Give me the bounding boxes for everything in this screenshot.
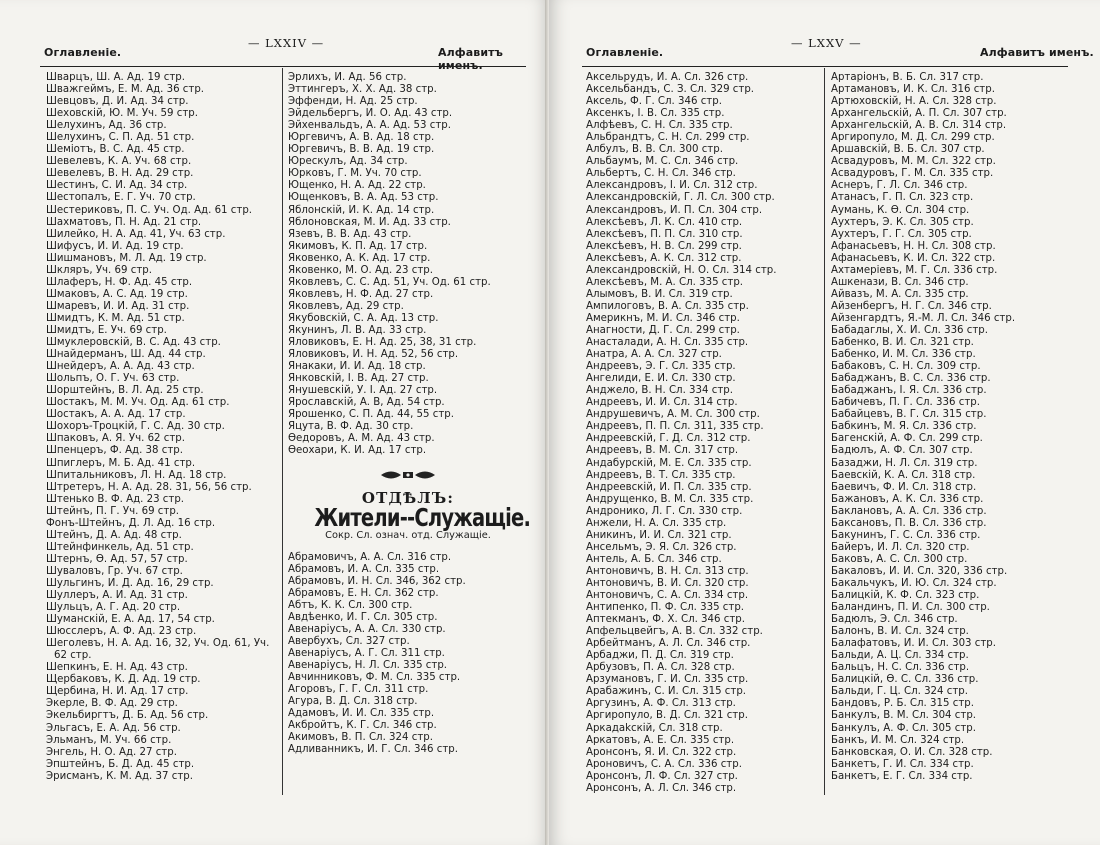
index-entry: Аксель, Ф. Г. Сл. 346 стр. [586, 96, 722, 108]
index-entry: Яковенко, А. К. Ад. 17 стр. [288, 252, 431, 264]
index-entry: Антель, А. Б. Сл. 346 стр. [586, 553, 722, 565]
right-header-title: Оглавленіе. [586, 46, 664, 59]
index-entry: Балицкій, Ѳ. С. Сл. 336 стр. [831, 674, 979, 686]
index-entry: Антипенко, П. Ф. Сл. 335 стр. [586, 602, 745, 614]
index-entry: Шнейдеръ, А. А. Ад. 43 стр. [46, 361, 195, 373]
name-list-top [288, 72, 528, 458]
index-entry: Авенаріусъ, А. Г. Сл. 311 стр. [288, 648, 445, 660]
index-entry: Анагности, Д. Г. Сл. 299 стр. [586, 324, 740, 336]
index-entry: Эффенди, Н. Ад. 25 стр. [288, 96, 418, 108]
index-entry: Шишмановъ, М. Л. Ад. 19 стр. [46, 252, 207, 264]
index-entry: Штейнфинкель, Ад. 51 стр. [46, 541, 194, 553]
index-entry: Балафатовъ, И. И. Сл. 303 стр. [831, 638, 997, 650]
index-entry: Ющенко, Н. А. Ад. 22 стр. [288, 180, 426, 192]
index-entry: Бабадаглы, Х. И. Сл. 336 стр. [831, 324, 989, 336]
index-entry: Яковлевъ, Н. Ф. Ад. 27 стр. [288, 288, 434, 300]
index-entry: Юрковъ, Г. М. Уч. 70 стр. [288, 168, 422, 180]
index-entry: Якимовъ, К. П. Ад. 17 стр. [288, 240, 428, 252]
index-entry: Анджело, В. Н. Сл. 334 стр. [586, 385, 733, 397]
index-entry: Шмаревъ, И. И. Ад. 31 стр. [46, 300, 190, 312]
index-entry: Шевцовъ, Д. И. Ад. 34 стр. [46, 96, 189, 108]
index-entry: Ярошенко, С. П. Ад. 44, 55 стр. [288, 409, 454, 421]
index-entry: Шмаковъ, А. С. Ад. 19 стр. [46, 288, 188, 300]
index-entry: Яковлевъ, Ад. 29 стр. [288, 300, 404, 312]
index-entry: Бабенко, В. И. Сл. 321 стр. [831, 337, 974, 349]
index-entry: Яцута, В. Ф. Ад. 30 стр. [288, 421, 414, 433]
index-entry: Шмуклеровскій, В. С. Ад. 43 стр. [46, 337, 221, 349]
index-entry: Андреевъ, П. П. Сл. 311, 335 стр. [586, 421, 764, 433]
ornament [288, 468, 528, 486]
index-entry: Александровскій, Н. О. Сл. 314 стр. [586, 264, 777, 276]
index-entry: Ѳедоровъ, А. М. Ад. 43 стр. [288, 433, 435, 445]
index-entry: Шпитальниковъ, Л. Н. Ад. 18 стр. [46, 469, 227, 481]
left-page-number: — LXXIV — [248, 36, 325, 50]
left-header-title: Оглавленіе. [44, 46, 122, 59]
index-entry: Архангельскій, А. П. Сл. 307 стр. [831, 108, 1007, 120]
index-entry: Шульцъ, А. Г. Ад. 20 стр. [46, 602, 181, 614]
index-entry: Ангелиди, Е. И. Сл. 330 стр. [586, 373, 736, 385]
index-entry: Эльманъ, М. Уч. 66 стр. [46, 734, 172, 746]
index-entry: Бабкинъ, М. Я. Сл. 336 стр. [831, 421, 977, 433]
left-header-section: Алфавитъ именъ. [438, 46, 504, 72]
index-entry: Эльгасъ, Е. А. Ад. 56 стр. [46, 722, 181, 734]
index-entry: Ампилоговъ, В. А. Сл. 335 стр. [586, 300, 749, 312]
right-column-divider [824, 68, 825, 795]
index-entry: Атанасъ, Г. П. Сл. 323 стр. [831, 192, 974, 204]
index-entry: Афанасьевъ, К. И. Сл. 322 стр. [831, 252, 996, 264]
index-entry: Арзумановъ, Г. И. Сл. 335 стр. [586, 674, 749, 686]
index-entry: Аркатовъ, А. Е. Сл. 335 стр. [586, 734, 735, 746]
index-entry: Бабенко, И. М. Сл. 336 стр. [831, 349, 976, 361]
index-entry: Айзенбергъ, Н. Г. Сл. 346 стр. [831, 300, 992, 312]
index-entry: Баевскій, К. А. Сл. 318 стр. [831, 469, 976, 481]
index-entry: Аксельрудъ, И. А. Сл. 326 стр. [586, 72, 749, 83]
index-entry: Аронсонъ, Л. Ф. Сл. 327 стр. [586, 770, 738, 782]
index-entry: Бальди, А. Ц. Сл. 334 стр. [831, 650, 969, 662]
index-entry: Энгель, Н. О. Ад. 27 стр. [46, 746, 177, 758]
index-entry: Антоновичъ, С. А. Сл. 334 стр. [586, 590, 749, 602]
index-entry: Бабаджанъ, I. Я. Сл. 336 стр. [831, 385, 987, 397]
index-entry: Банковская, О. И. Сл. 328 стр. [831, 746, 993, 758]
index-entry: Андабурскій, М. Е. Сл. 335 стр. [586, 457, 752, 469]
index-entry: Альбрандтъ, С. Н. Сл. 299 стр. [586, 132, 750, 144]
index-entry: Алымовъ, В. И. Сл. 319 стр. [586, 288, 733, 300]
index-entry: Архангельскій, А. В. Сл. 314 стр. [831, 120, 1007, 132]
index-entry: Штейнъ, П. Г. Уч. 69 стр. [46, 505, 180, 517]
index-entry: Асвадуровъ, М. М. Сл. 322 стр. [831, 156, 996, 168]
index-entry: Баклановъ, А. А. Сл. 336 стр. [831, 505, 987, 517]
index-entry: Шевелевъ, В. Н. Ад. 29 стр. [46, 168, 194, 180]
index-entry: Шуллеръ, А. И. Ад. 31 стр. [46, 590, 188, 602]
index-entry: Баландинъ, П. И. Сл. 300 стр. [831, 602, 990, 614]
index-entry: Аргиропуло, В. Д. Сл. 321 стр. [586, 710, 748, 722]
index-entry: Шлаферъ, Н. Ф. Ад. 45 стр. [46, 276, 193, 288]
index-entry: Яловиковъ, Е. Н. Ад. 25, 38, 31 стр. [288, 337, 477, 349]
index-entry: Бадюлъ, Э. Сл. 346 стр. [831, 614, 958, 626]
index-entry: Яковлевъ, С. С. Ад. 51, Уч. Од. 61 стр. [288, 276, 491, 288]
index-entry: Анатра, А. А. Сл. 327 стр. [586, 349, 722, 361]
index-entry: Банкетъ, Е. Г. Сл. 334 стр. [831, 770, 973, 782]
index-entry: Александровъ, I. И. Сл. 312 стр. [586, 180, 758, 192]
index-entry: Баевичъ, Ф. И. Сл. 318 стр. [831, 481, 977, 493]
index-entry: Асвадуровъ, Г. М. Сл. 335 стр. [831, 168, 994, 180]
index-entry: Шварцъ, Ш. А. Ад. 19 стр. [46, 72, 185, 83]
index-entry: Штейнъ, Д. А. Ад. 48 стр. [46, 529, 182, 541]
index-entry: Шульгинъ, И. Д. Ад. 16, 29 стр. [46, 577, 214, 589]
index-entry: Абрамовъ, И. А. Сл. 335 стр. [288, 563, 440, 575]
index-entry: Байеръ, И. Л. Сл. 320 стр. [831, 541, 970, 553]
index-entry: Базаджи, Н. Л. Сл. 319 стр. [831, 457, 978, 469]
index-entry: Ѳеохари, К. И. Ад. 17 стр. [288, 445, 427, 457]
index-entry: Янковскій, I. В. Ад. 27 стр. [288, 373, 429, 385]
index-entry: Шпиглеръ, М. Б. Ад. 41 стр. [46, 457, 196, 469]
index-entry: Аксельбандъ, С. З. Сл. 329 стр. [586, 84, 755, 96]
index-entry: Бакаловъ, И. И. Сл. 320, 336 стр. [831, 565, 1008, 577]
index-entry: Авчинниковъ, Ф. М. Сл. 335 стр. [288, 672, 461, 684]
index-entry: Балонъ, В. И. Сл. 324 стр. [831, 626, 969, 638]
right-header-rule [582, 66, 1068, 67]
index-entry: Багенскій, А. Ф. Сл. 299 стр. [831, 433, 983, 445]
index-entry: Александровъ, И. П. Сл. 304 стр. [586, 204, 763, 216]
index-entry: Адливанникъ, И. Г. Сл. 346 стр. [288, 744, 458, 756]
index-entry: Шпаковъ, А. Я. Уч. 62 стр. [46, 433, 186, 445]
index-entry: Шуманскій, Е. А. Ад. 17, 54 стр. [46, 614, 215, 626]
index-entry: Бальди, Г. Ц. Сл. 324 стр. [831, 686, 968, 698]
index-entry: Агоровъ, Г. Г. Сл. 311 стр. [288, 684, 429, 696]
right-column-2 [831, 72, 1015, 783]
index-entry: Алексѣевъ, П. П. Сл. 310 стр. [586, 228, 743, 240]
index-entry: Абрамовичъ, А. А. Сл. 316 стр. [288, 551, 452, 563]
right-page [549, 0, 1100, 845]
index-entry: Абтъ, К. К. Сл. 300 стр. [288, 599, 413, 611]
section-label: ОТДѢЛЪ: [361, 488, 455, 507]
index-entry: Ярославскій, А. В, Ад. 54 стр. [288, 397, 445, 409]
index-entry: Ансельмъ, Э. Я. Сл. 326 стр. [586, 541, 737, 553]
index-entry: Абрамовъ, Е. Н. Сл. 362 стр. [288, 587, 439, 599]
index-entry: Бабаджанъ, В. С. Сл. 336 стр. [831, 373, 991, 385]
index-entry: Антоновичъ, В. Н. Сл. 313 стр. [586, 565, 749, 577]
index-entry: Фонъ-Штейнъ, Д. Л. Ад. 16 стр. [46, 517, 216, 529]
index-entry: Альбертъ, С. Н. Сл. 346 стр. [586, 168, 736, 180]
index-entry: Албулъ, В. В. Сл. 300 стр. [586, 144, 723, 156]
index-entry: Айвазъ, М. А. Сл. 335 стр. [831, 288, 969, 300]
index-entry: Аргузинъ, А. Ф. Сл. 313 стр. [586, 698, 736, 710]
index-entry: Арабажинъ, С. И. Сл. 315 стр. [586, 686, 747, 698]
index-entry: Афанасьевъ, Н. Н. Сл. 308 стр. [831, 240, 996, 252]
index-entry: Акбройтъ, К. Г. Сл. 346 стр. [288, 720, 437, 732]
index-entry: Шмидтъ, К. М. Ад. 51 стр. [46, 312, 185, 324]
index-entry: Андрущенко, В. М. Сл. 335 стр. [586, 493, 754, 505]
index-entry: Яблонскій, И. К. Ад. 14 стр. [288, 204, 435, 216]
index-entry: Шважгеймъ, Е. М. Ад. 36 стр. [46, 84, 205, 96]
index-entry: Шеховскій, Ю. М. Уч. 59 стр. [46, 108, 198, 120]
index-entry: Янушевскій, У. I. Ад. 27 стр. [288, 385, 438, 397]
index-entry: Акимовъ, В. П. Сл. 324 стр. [288, 732, 433, 744]
index-entry: Шольпъ, О. Г. Уч. 63 стр. [46, 373, 180, 385]
index-entry: Ющенковъ, В. А. Ад. 53 стр. [288, 192, 439, 204]
index-entry: Шкляръ, Уч. 69 стр. [46, 264, 152, 276]
index-entry: Юргевичъ, А. В. Ад. 18 стр. [288, 132, 435, 144]
index-entry: Эйдельбергъ, И. О. Ад. 43 стр. [288, 108, 453, 120]
index-entry: Шемiотъ, В. С. Ад. 45 стр. [46, 144, 185, 156]
index-entry: Экельбиргтъ, Д. Б. Ад. 56 стр. [46, 710, 209, 722]
index-entry: Аумань, К. Ѳ. Сл. 304 стр. [831, 204, 970, 216]
index-entry: Анасталади, А. Н. Сл. 335 стр. [586, 337, 749, 349]
index-entry: Авенаріусъ, Н. Л. Сл. 335 стр. [288, 660, 448, 672]
index-entry: Шестериковъ, П. С. Уч. Од. Ад. 61 стр. [46, 204, 253, 216]
index-entry: Андреевъ, В. М. Сл. 317 стр. [586, 445, 739, 457]
index-entry: Шуваловъ, Гр. Уч. 67 стр. [46, 565, 183, 577]
index-entry: Штернъ, Ѳ. Ад. 57, 57 стр. [46, 553, 188, 565]
index-entry: Бадюлъ, А. Ф. Сл. 307 стр. [831, 445, 973, 457]
index-entry: Алексѣевъ, Н. В. Сл. 299 стр. [586, 240, 742, 252]
index-entry: Банкулъ, А. Ф. Сл. 305 стр. [831, 722, 976, 734]
index-entry: Алексѣевъ, А. К. Сл. 312 стр. [586, 252, 742, 264]
index-entry: Бакунинъ, Г. С. Сл. 336 стр. [831, 529, 981, 541]
index-entry: Банкетъ, Г. И. Сл. 334 стр. [831, 758, 974, 770]
index-entry: Шюсслеръ, А. Ф. Ад. 23 стр. [46, 626, 197, 638]
index-entry: Ашкенази, В. Сл. 346 стр. [831, 276, 969, 288]
index-entry: Шостакъ, М. М. Уч. Од. Ад. 61 стр. [46, 397, 230, 409]
index-entry: Андрушевичъ, А. М. Сл. 300 стр. [586, 409, 760, 421]
index-entry: Юргевичъ, В. В. Ад. 19 стр. [288, 144, 435, 156]
index-entry: Аухтеръ, Г. Г. Сл. 305 стр. [831, 228, 972, 240]
index-entry: Арбаджи, П. Д. Сл. 319 стр. [586, 650, 734, 662]
index-entry: Аргиропуло, М. Д. Сл. 299 стр. [831, 132, 995, 144]
index-entry: Аснеръ, Г. Л. Сл. 346 стр. [831, 180, 968, 192]
index-entry: Щербина, Н. И. Ад. 17 стр. [46, 686, 189, 698]
index-entry: Алфѣевъ, С. Н. Сл. 335 стр. [586, 120, 733, 132]
index-entry: Артюховскій, Н. А. Сл. 328 стр. [831, 96, 997, 108]
index-entry: Яблоновская, М. И. Ад. 33 стр. [288, 216, 451, 228]
index-entry: Артамановъ, И. К. Сл. 316 стр. [831, 84, 995, 96]
index-entry: Шмидтъ, Е. Уч. 69 стр. [46, 324, 167, 336]
ornament-flourish-icon [379, 468, 437, 482]
index-entry: Америкнъ, М. И. Сл. 346 стр. [586, 312, 740, 324]
index-entry: Андреевъ, И. И. Сл. 314 стр. [586, 397, 738, 409]
index-entry: Андреевскій, И. П. Сл. 335 стр. [586, 481, 752, 493]
index-entry: Авдѣенко, И. Г. Сл. 305 стр. [288, 611, 438, 623]
index-entry: Баковъ, А. С. Сл. 300 стр. [831, 553, 968, 565]
index-entry: Штретеръ, Н. А. Ад. 28. 31, 56, 56 стр. [46, 481, 252, 493]
index-entry: Авербухъ, Сл. 327 стр. [288, 636, 410, 648]
index-entry: Абрамовъ, И. Н. Сл. 346, 362 стр. [288, 575, 466, 587]
left-header-rule [40, 66, 526, 67]
index-entry: Агура, В. Д. Сл. 318 стр. [288, 696, 418, 708]
index-entry: Шепкинъ, Е. Н. Ад. 43 стр. [46, 662, 188, 674]
index-entry: 62 стр. [54, 650, 92, 662]
index-entry: Яковенко, М. О. Ад. 23 стр. [288, 264, 433, 276]
index-entry: Экерле, В. Ф. Ад. 29 стр. [46, 698, 178, 710]
index-entry: Бабаковъ, С. Н. Сл. 309 стр. [831, 361, 981, 373]
section-abbreviation-note: Сокр. Сл. означ. отд. Служащіе. [325, 529, 491, 541]
index-entry: Артаріонъ, В. Б. Сл. 317 стр. [831, 72, 984, 83]
index-entry: Бабайцевъ, В. Г. Сл. 315 стр. [831, 409, 987, 421]
index-entry: Аронсонъ, Я. И. Сл. 322 стр. [586, 746, 737, 758]
right-page-number: — LXXV — [791, 36, 862, 50]
index-entry: Шпенцеръ, Ф. Ад. 38 стр. [46, 445, 184, 457]
index-entry: Шевелевъ, К. А. Уч. 68 стр. [46, 156, 192, 168]
index-entry: Янакаки, И. И. Ад. 18 стр. [288, 361, 426, 373]
right-header-section: Алфавитъ именъ. [980, 46, 1094, 59]
left-page [0, 0, 549, 845]
right-column-1 [586, 72, 777, 795]
left-column-divider [282, 68, 283, 795]
index-entry: Бальцъ, Н. С. Сл. 336 стр. [831, 662, 970, 674]
index-entry: Шелухинъ, Ад. 36 стр. [46, 120, 167, 132]
index-entry: Эрисманъ, К. М. Ад. 37 стр. [46, 770, 193, 782]
index-entry: Арбузовъ, П. А. Сл. 328 стр. [586, 662, 735, 674]
index-entry: Шорштейнъ, В. Л. Ад. 25 стр. [46, 385, 204, 397]
index-entry: Шилейко, Н. А. Ад. 41, Уч. 63 стр. [46, 228, 226, 240]
index-entry: Банкулъ, В. М. Сл. 304 стр. [831, 710, 977, 722]
index-entry: Бабичевъ, П. Г. Сл. 336 стр. [831, 397, 980, 409]
index-entry: Эпштейнъ, Б. Д. Ад. 45 стр. [46, 758, 195, 770]
index-entry: Балицкій, К. Ф. Сл. 323 стр. [831, 590, 980, 602]
index-entry: Эттингеръ, Х. Х. Ад. 38 стр. [288, 84, 437, 96]
index-entry: Шифусъ, И. И. Ад. 19 стр. [46, 240, 184, 252]
index-entry: Александровскій, Г. Л. Сл. 300 стр. [586, 192, 775, 204]
index-entry: Аршавскій, В. Б. Сл. 307 стр. [831, 144, 985, 156]
index-entry: Штенько В. Ф. Ад. 23 стр. [46, 493, 185, 505]
index-entry: Шохоръ-Троцкій, Г. С. Ад. 30 стр. [46, 421, 225, 433]
index-entry: Андреевъ, В. Т. Сл. 335 стр. [586, 469, 736, 481]
index-entry: Якубовскій, С. А. Ад. 13 стр. [288, 312, 439, 324]
index-entry: Аухтеръ, Э. К. Сл. 305 стр. [831, 216, 974, 228]
index-entry: Банкъ, И. М. Сл. 324 стр. [831, 734, 965, 746]
index-entry: Адамовъ, И. И. Сл. 335 стр. [288, 708, 435, 720]
index-entry: Антоновичъ, В. И. Сл. 320 стр. [586, 577, 749, 589]
index-entry: Аксенкъ, I. В. Сл. 335 стр. [586, 108, 725, 120]
index-entry: Апфельцвейгъ, А. В. Сл. 332 стр. [586, 626, 763, 638]
index-entry: Алексѣевъ, Л. К. Сл. 410 стр. [586, 216, 743, 228]
index-entry: Шахматовъ, П. Н. Ад. 21 стр. [46, 216, 202, 228]
index-entry: Шеголевъ, Н. А. Ад. 16, 32, Уч. Од. 61, Уч. [46, 638, 270, 650]
index-entry: Аркадаkскій, Сл. 318 стр. [586, 722, 723, 734]
index-entry: Ароновичъ, С. А. Сл. 336 стр. [586, 758, 742, 770]
index-entry: Альбаумъ, М. С. Сл. 346 стр. [586, 156, 739, 168]
section-title: Жители--Служащіе. [314, 502, 531, 532]
index-entry: Андронико, Л. Г. Сл. 330 стр. [586, 505, 743, 517]
name-list-bottom [288, 552, 528, 757]
index-entry: Аптекманъ, Ф. Х. Сл. 346 стр. [586, 614, 745, 626]
index-entry: Андреевскій, Г. Д. Сл. 312 стр. [586, 433, 751, 445]
index-entry: Баксановъ, П. В. Сл. 336 стр. [831, 517, 987, 529]
index-entry: Арбейтманъ, А. Л. Сл. 346 стр. [586, 638, 751, 650]
index-entry: Язевъ, В. В. Ад. 43 стр. [288, 228, 412, 240]
index-entry: Аникинъ, И. И. Сл. 321 стр. [586, 529, 732, 541]
index-entry: Шестопалъ, Е. Г. Уч. 70 стр. [46, 192, 196, 204]
index-entry: Якунинъ, Л. В. Ад. 33 стр. [288, 324, 427, 336]
left-column-1 [46, 72, 269, 783]
index-entry: Бажановъ, А. К. Сл. 336 стр. [831, 493, 984, 505]
index-entry: Эйхенвальдъ, А. А. Ад. 53 стр. [288, 120, 451, 132]
index-entry: Авенаріусъ, А. А. Сл. 330 стр. [288, 623, 446, 635]
index-entry: Бакальчукъ, И. Ю. Сл. 324 стр. [831, 577, 997, 589]
index-entry: Шостакъ, А. А. Ад. 17 стр. [46, 409, 186, 421]
index-entry: Юрескулъ, Ад. 34 стр. [288, 156, 408, 168]
index-entry: Аронсонъ, А. Л. Сл. 346 стр. [586, 782, 737, 794]
index-entry: Анжели, Н. А. Сл. 335 стр. [586, 517, 727, 529]
index-entry: Яловиковъ, И. Н. Ад. 52, 56 стр. [288, 349, 459, 361]
index-entry: Эрлихъ, И. Ад. 56 стр. [288, 72, 407, 83]
index-entry: Шелухинъ, С. П. Ад. 51 стр. [46, 132, 195, 144]
index-entry: Бандовъ, Р. Б. Сл. 315 стр. [831, 698, 974, 710]
index-entry: Андреевъ, Э. Г. Сл. 335 стр. [586, 361, 736, 373]
index-entry: Айзенгардтъ, Я.-М. Л. Сл. 346 стр. [831, 312, 1016, 324]
index-entry: Шестинъ, С. И. Ад. 34 стр. [46, 180, 188, 192]
index-entry: Алексѣевъ, М. А. Сл. 335 стр. [586, 276, 744, 288]
index-entry: Ахтамерiевъ, М. Г. Сл. 336 стр. [831, 264, 998, 276]
left-column-2 [288, 72, 531, 756]
index-entry: Шнайдерманъ, Ш. Ад. 44 стр. [46, 349, 206, 361]
index-entry: Щербаковъ, К. Д. Ад. 19 стр. [46, 674, 201, 686]
